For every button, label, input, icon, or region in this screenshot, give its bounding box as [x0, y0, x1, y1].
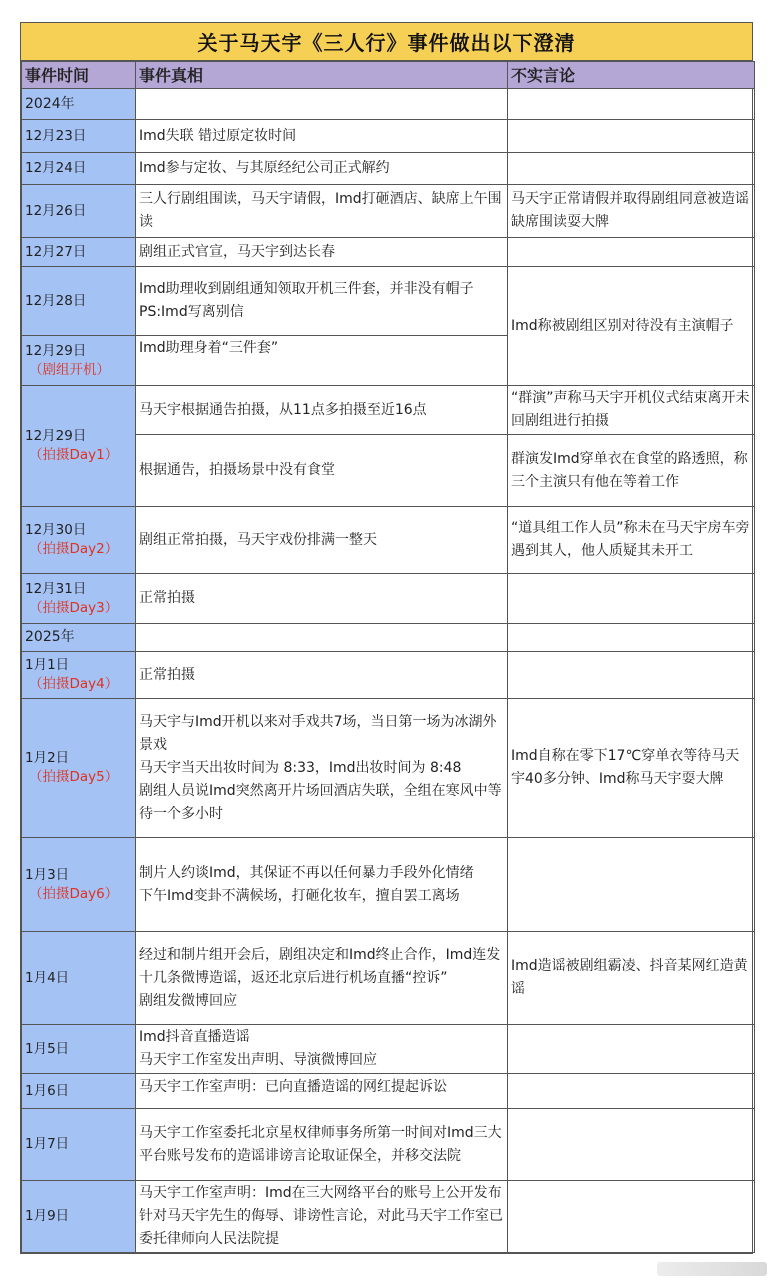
truth-cell	[136, 1074, 508, 1109]
truth-line: 马天宇工作室声明：Imd在三大网络平台的账号上公开发布针对马天宇先生的侮辱、诽谤性言论，对此马天宇工作室已委托律师向人民法院提	[139, 1185, 503, 1247]
date-cell	[22, 838, 136, 932]
date-text: 12月30日	[25, 522, 87, 538]
table-row	[22, 652, 755, 699]
date-cell	[22, 699, 136, 838]
rumor-cell	[508, 1074, 755, 1109]
truth-cell: Imd失联 错过原定妆时间	[136, 120, 508, 153]
table-row	[22, 238, 755, 267]
truth-cell	[136, 1025, 508, 1074]
date-text: 1月3日	[25, 866, 70, 883]
date-cell	[22, 507, 136, 574]
watermark	[657, 1262, 767, 1276]
date-cell: 1月4日	[22, 932, 136, 1025]
date-cell: 1月6日	[22, 1074, 136, 1109]
date-cell: 1月5日	[22, 1025, 136, 1074]
truth-cell: Imd助理身着“三件套”	[136, 336, 508, 386]
truth-line: 马天宇当天出妆时间为 8:33，Imd出妆时间为 8:48	[139, 759, 462, 776]
truth-cell	[136, 932, 508, 1025]
table-row	[22, 574, 755, 624]
header-truth: 事件真相	[136, 62, 508, 89]
truth-cell	[136, 267, 508, 336]
date-cell: 12月26日	[22, 185, 136, 238]
truth-line: 马天宇与Imd开机以来对手戏共7场，当日第一场为冰湖外景戏	[139, 713, 497, 753]
shooting-tag: （拍摄Day3）	[29, 599, 119, 616]
truth-cell	[136, 1181, 508, 1253]
truth-line: 经过和制片组开会后，剧组决定和Imd终止合作，Imd连发十几条微博造谣，返还北京后进行机场直播“控诉”	[139, 946, 501, 986]
event-table	[21, 61, 755, 1253]
clarification-table-sheet	[20, 22, 753, 1254]
rumor-cell	[508, 1109, 755, 1181]
rumor-cell: Imd自称在零下17℃穿单衣等待马天宇40多分钟、Imd称马天宇耍大牌	[508, 699, 755, 838]
year-row-2024	[22, 89, 755, 120]
rumor-cell: 马天宇正常请假并取得剧组同意被造谣缺席围读耍大牌	[508, 185, 755, 238]
rumor-cell: “群演”声称马天宇开机仪式结束离开未回剧组进行拍摄	[508, 386, 755, 435]
truth-cell: 正常拍摄	[136, 574, 508, 624]
rumor-cell: Imd造谣被剧组霸凌、抖音某网红造黄谣	[508, 932, 755, 1025]
date-cell: 1月7日	[22, 1109, 136, 1181]
rumor-cell	[508, 238, 755, 267]
shooting-tag: （拍摄Day6）	[29, 885, 119, 902]
empty-cell	[508, 89, 755, 120]
truth-line: 制片人约谈Imd，其保证不再以任何暴力手段外化情绪	[139, 864, 474, 881]
table-row	[22, 932, 755, 1025]
table-row	[22, 507, 755, 574]
table-row	[22, 120, 755, 153]
table-row	[22, 1074, 755, 1109]
date-text: 1月2日	[25, 750, 70, 766]
empty-cell	[508, 624, 755, 652]
rumor-cell	[508, 652, 755, 699]
table-row	[22, 699, 755, 838]
truth-cell: 剧组正常拍摄，马天宇戏份排满一整天	[136, 507, 508, 574]
date-text: 12月31日	[25, 580, 87, 597]
rumor-cell	[508, 153, 755, 185]
truth-cell: Imd参与定妆、与其原经纪公司正式解约	[136, 153, 508, 185]
header-time: 事件时间	[22, 62, 136, 89]
truth-cell: 马天宇根据通告拍摄，从11点多拍摄至近16点	[136, 386, 508, 435]
rumor-cell: 群演发Imd穿单衣在食堂的路透照，称三个主演只有他在等着工作	[508, 435, 755, 507]
truth-cell: 三人行剧组围读，马天宇请假，Imd打砸酒店、缺席上午围读	[136, 185, 508, 238]
truth-cell	[136, 699, 508, 838]
date-text: 12月29日	[25, 428, 87, 444]
truth-line: Imd抖音直播造谣	[139, 1029, 250, 1045]
table-row	[22, 267, 755, 336]
date-cell	[22, 574, 136, 624]
year-label: 2024年	[22, 89, 136, 120]
date-cell	[22, 386, 136, 507]
truth-cell	[136, 838, 508, 932]
truth-line: 下午Imd变卦不满候场，打砸化妆车，擅自罢工离场	[139, 887, 460, 904]
truth-line: PS:Imd写离别信	[139, 304, 244, 320]
date-text: 1月1日	[25, 657, 70, 673]
date-cell: 12月28日	[22, 267, 136, 336]
truth-line: Imd助理收到剧组通知领取开机三件套，并非没有帽子	[139, 281, 474, 297]
rumor-cell: “道具组工作人员”称未在马天宇房车旁遇到其人，他人质疑其未开工	[508, 507, 755, 574]
date-cell	[22, 652, 136, 699]
truth-cell: 剧组正式官宣，马天宇到达长春	[136, 238, 508, 267]
year-row-2025	[22, 624, 755, 652]
shooting-tag: （拍摄Day1）	[29, 447, 119, 463]
date-cell: 12月23日	[22, 120, 136, 153]
shooting-tag: （拍摄Day2）	[29, 541, 119, 557]
empty-cell	[136, 89, 508, 120]
truth-cell: 马天宇工作室委托北京星权律师事务所第一时间对Imd三大平台账号发布的造谣诽谤言论取证保全，并移交法院	[136, 1109, 508, 1181]
table-row	[22, 386, 755, 435]
table-row	[22, 1109, 755, 1181]
rumor-cell	[508, 1181, 755, 1253]
date-cell: 1月9日	[22, 1181, 136, 1253]
rumor-cell	[508, 1025, 755, 1074]
table-row	[22, 1181, 755, 1253]
page-title: 关于马天宇《三人行》事件做出以下澄清	[21, 23, 752, 61]
rumor-cell: Imd称被剧组区别对待没有主演帽子	[508, 267, 755, 386]
shooting-tag: （拍摄Day5）	[29, 769, 119, 785]
truth-cell: 正常拍摄	[136, 652, 508, 699]
date-cell	[22, 336, 136, 386]
rumor-cell	[508, 574, 755, 624]
header-row	[22, 62, 755, 89]
truth-line: 马天宇工作室声明：已向直播造谣的网红提起诉讼	[139, 1079, 447, 1095]
rumor-cell	[508, 120, 755, 153]
shooting-tag: （剧组开机）	[29, 361, 110, 378]
date-cell: 12月27日	[22, 238, 136, 267]
table-row	[22, 1025, 755, 1074]
date-text: 12月29日	[25, 342, 87, 359]
rumor-cell	[508, 838, 755, 932]
truth-line: 剧组发微博回应	[139, 992, 237, 1009]
truth-line: 马天宇工作室发出声明、导演微博回应	[139, 1052, 377, 1068]
truth-line: 剧组人员说Imd突然离开片场回酒店失联，全组在寒风中等待一个多小时	[139, 782, 502, 822]
shooting-tag: （拍摄Day4）	[29, 676, 119, 692]
empty-cell	[136, 624, 508, 652]
date-cell: 12月24日	[22, 153, 136, 185]
table-row	[22, 153, 755, 185]
year-label: 2025年	[22, 624, 136, 652]
header-rumor: 不实言论	[508, 62, 755, 89]
table-row	[22, 838, 755, 932]
table-row	[22, 185, 755, 238]
truth-cell: 根据通告，拍摄场景中没有食堂	[136, 435, 508, 507]
